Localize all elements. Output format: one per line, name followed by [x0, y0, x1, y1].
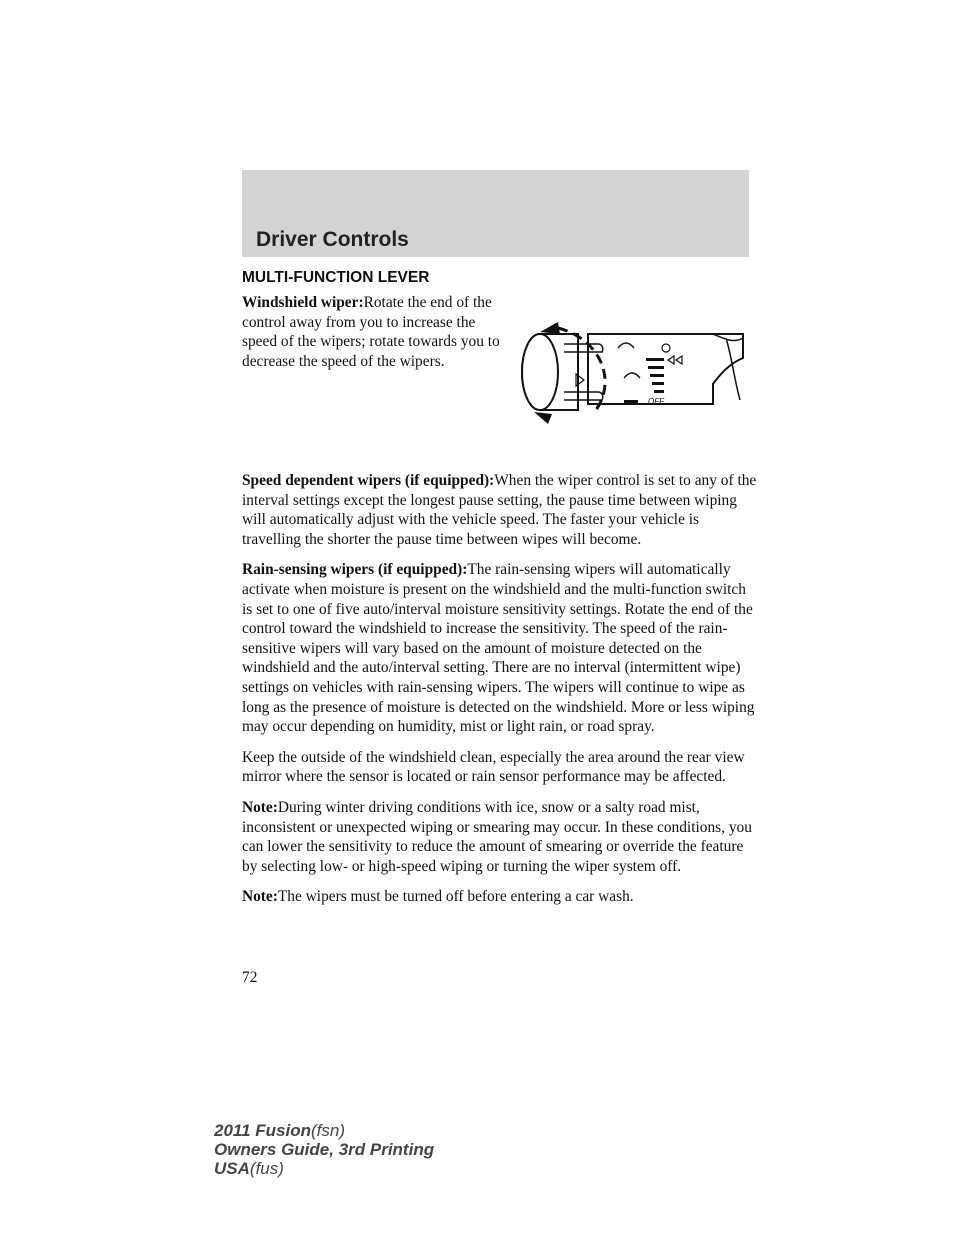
paragraph-lead: Note:	[242, 888, 278, 906]
off-label: OFF	[648, 397, 664, 406]
paragraph-text: When the wiper control is set to any of the interval settings except the longest pause setting, the pause time between wiping will automatically adjust with the vehicle speed. The faster your vehicle is travelling the shorter the pause time between wipes will become.	[242, 472, 757, 548]
keep-clean-paragraph: Keep the outside of the windshield clean, especially the area around the rear view mirror where the sensor is located or rain sensor performance may be affected.	[242, 748, 745, 786]
paragraph-lead: Windshield wiper:	[242, 294, 364, 311]
paragraph-text: The wipers must be turned off before entering a car wash.	[277, 888, 634, 906]
paragraph-text: Rotate the end of the control away from you to increase the speed of the wipers; rotate towards you to decrease the speed of the wipers.	[242, 294, 500, 370]
rain-sensing-paragraph	[242, 560, 757, 736]
footer-market-code: (fus)	[249, 1159, 284, 1178]
paragraph-lead: Note:	[242, 798, 278, 816]
multi-function-lever-illustration	[518, 318, 750, 424]
paragraph-text: The rain-sensing wipers will automatically activate when moisture is present on the windshield and the multi-function switch is set to one of five auto/interval moisture sensitivity settings. Rotate the end of the control toward the windshield to increase the sensitivity. The speed of the rain-sensitive wipers will vary based on the amount of moisture detected on the windshield and the auto/interval setting. There are no interval (intermittent wipe) settings on vehicles with rain-sensing wipers. The wipers will continue to wipe as long as the presence of moisture is detected on the windshield. More or less wiping may occur depending on humidity, mist or light rain, or road spray.	[242, 561, 755, 736]
section-heading: MULTI-FUNCTION LEVER	[242, 269, 430, 286]
paragraph-text: During winter driving conditions with ice, snow or a salty road mist, inconsistent or unexpected wiping or smearing may occur. In these conditions, you can lower the sensitivity to reduce the amount of smearing or override the feature by selecting low- or high-speed wiping or turning the wiper system off.	[242, 798, 752, 875]
footer-guide: Owners Guide, 3rd Printing	[214, 1140, 435, 1159]
paragraph-lead: Rain-sensing wipers (if equipped):	[242, 561, 468, 579]
footer-market: USA	[214, 1159, 250, 1178]
page-header-title: Driver Controls	[256, 228, 409, 251]
note-paragraph	[242, 887, 757, 907]
body-text	[242, 471, 757, 918]
note-paragraph	[242, 798, 757, 876]
windshield-wiper-paragraph	[242, 293, 504, 382]
footer-model: 2011 Fusion	[214, 1121, 311, 1140]
paragraph-lead: Speed dependent wipers (if equipped):	[242, 472, 495, 489]
speed-dependent-paragraph	[242, 471, 757, 549]
page-number: 72	[242, 969, 258, 986]
footer-model-code: (fsn)	[311, 1121, 345, 1140]
document-footer	[214, 1121, 434, 1178]
